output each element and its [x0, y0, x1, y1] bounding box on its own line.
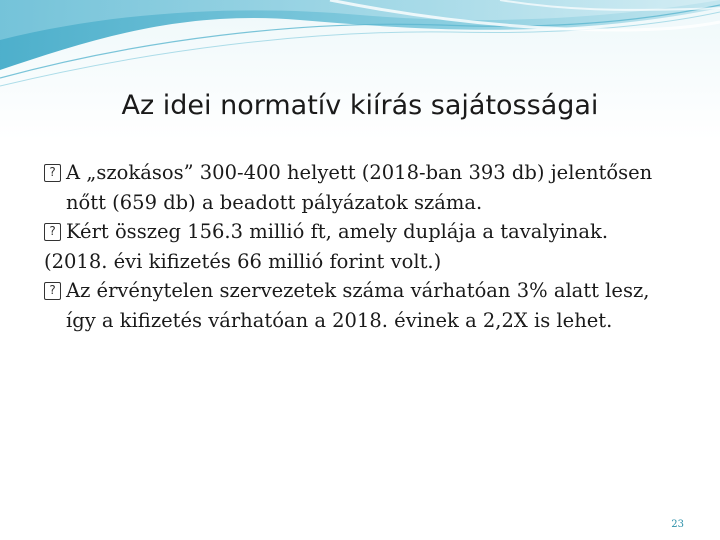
paragraph-1-text: A „szokásos” 300-400 helyett (2018-ban 393 db) jelentősen nőtt (659 db) a beadott pályázatok száma.	[66, 161, 653, 214]
paragraph-4	[44, 276, 684, 335]
slide-title: Az idei normatív kiírás sajátosságai	[121, 90, 599, 121]
paragraph-2-text: Kért összeg 156.3 millió ft, amely duplája a tavalyinak.	[66, 220, 609, 243]
slide-body	[44, 158, 684, 335]
page-number: 23	[671, 519, 684, 530]
paragraph-3	[44, 247, 684, 277]
paragraph-4-text: Az érvénytelen szervezetek száma várhatóan 3% alatt lesz, így a kifizetés várhatóan a 2018. évinek a 2,2X is lehet.	[66, 279, 650, 332]
paragraph-2	[44, 217, 684, 247]
paragraph-1	[44, 158, 684, 217]
header-wave-decoration	[0, 0, 720, 90]
paragraph-3-text: (2018. évi kifizetés 66 millió forint volt.)	[44, 249, 442, 273]
replacement-char-icon: ?	[44, 223, 61, 241]
replacement-char-icon: ?	[44, 164, 61, 182]
replacement-char-icon: ?	[44, 282, 61, 300]
